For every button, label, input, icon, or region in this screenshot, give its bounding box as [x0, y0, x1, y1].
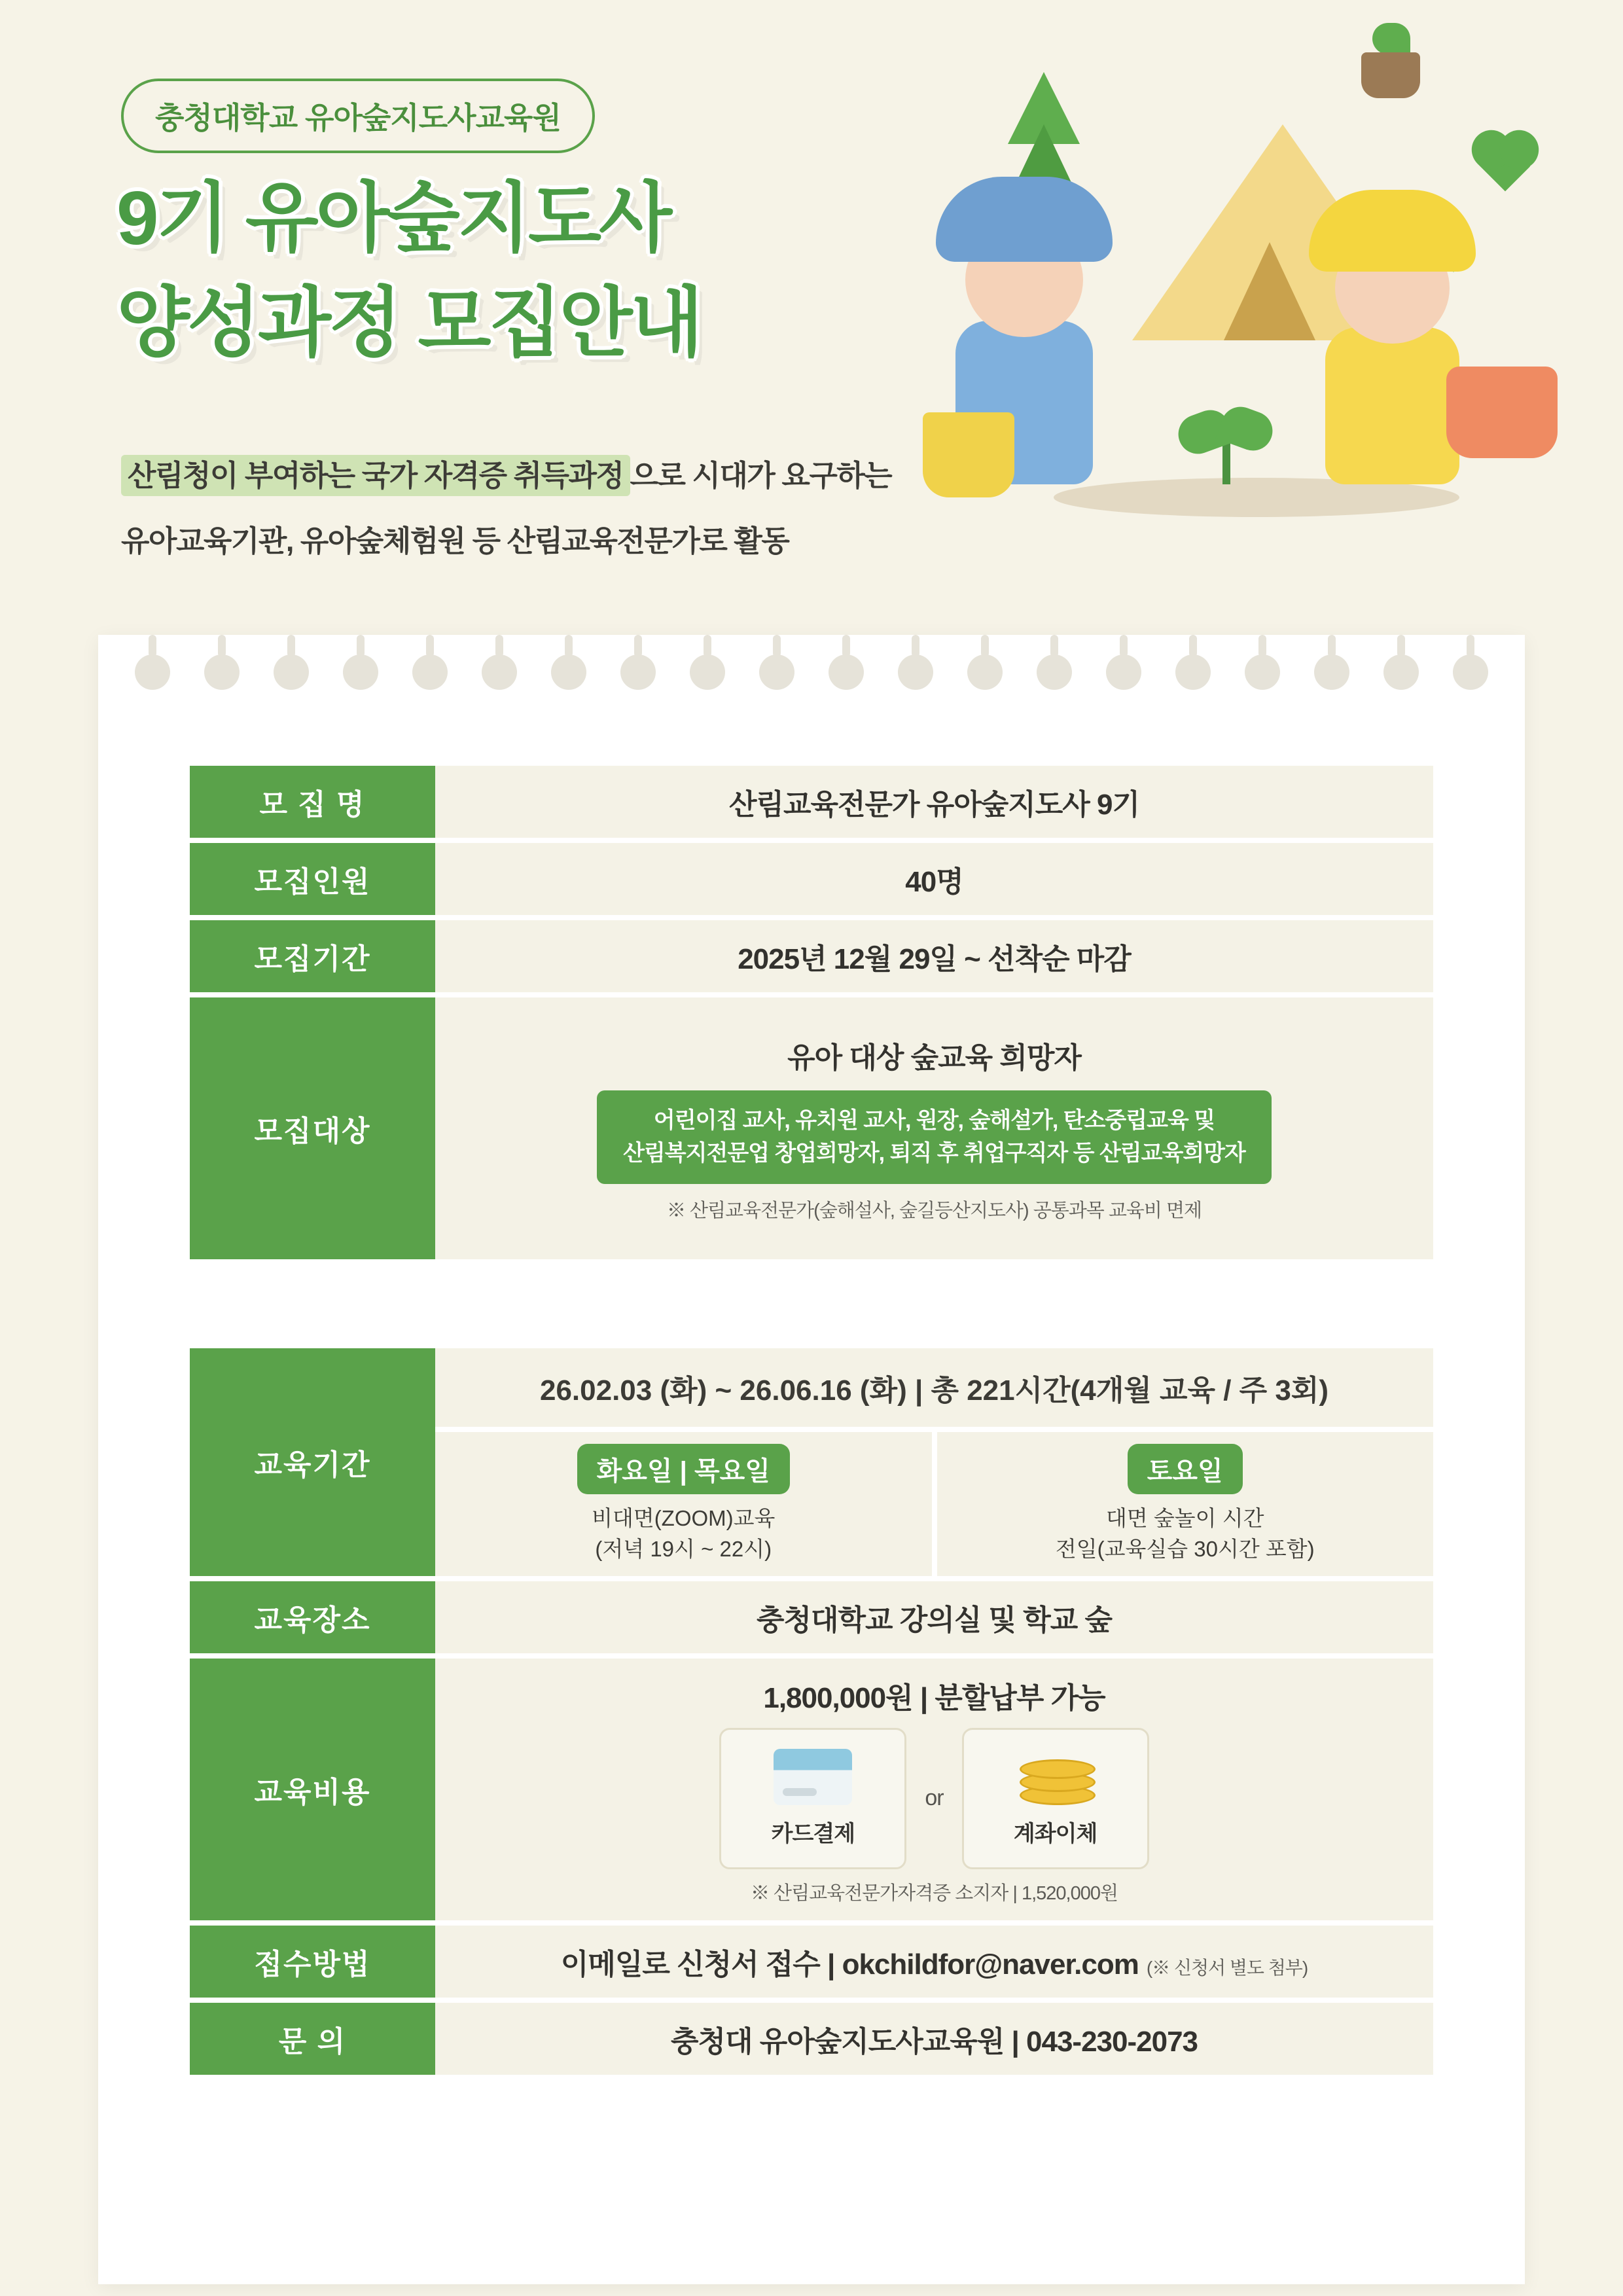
- punch-hole: [759, 655, 794, 690]
- punch-hole: [551, 655, 586, 690]
- plant-leaf-icon: [1372, 23, 1410, 54]
- coins-icon: [1020, 1749, 1092, 1805]
- course-table: [190, 1348, 1433, 2080]
- table-row-contact: [190, 2003, 1433, 2075]
- table-row-place: [190, 1581, 1433, 1653]
- row-label-period: 모집기간: [190, 920, 435, 992]
- payment-option-card-label: 카드결제: [771, 1821, 855, 1846]
- poster-header: [0, 0, 1623, 628]
- payment-option-card[interactable]: [719, 1728, 906, 1869]
- punch-holes: [98, 635, 1525, 707]
- subtitle-highlight: 산림청이 부여하는 국가 자격증 취득과정: [121, 455, 630, 496]
- payment-option-transfer-label: 계좌이체: [1013, 1821, 1097, 1846]
- education-schedule-split: [435, 1432, 1433, 1576]
- punch-hole: [1453, 655, 1488, 690]
- flower-pot-icon: [1361, 52, 1420, 98]
- sprout-icon: [1185, 393, 1270, 484]
- punch-hole: [620, 655, 656, 690]
- row-label-target: 모집대상: [190, 997, 435, 1259]
- target-detail-box: [597, 1090, 1272, 1184]
- target-detail-line2: 산림복지전문업 창업희망자, 퇴직 후 취업구직자 등 산림교육희망자: [623, 1140, 1245, 1166]
- subtitle-line2: 유아교육기관, 유아숲체험원 등 산림교육전문가로 활동: [121, 524, 789, 558]
- row-label-name: 모 집 명: [190, 766, 435, 838]
- target-detail-line1: 어린이집 교사, 유치원 교사, 원장, 숲해설가, 탄소중립교육 및: [653, 1108, 1215, 1134]
- row-label-apply: 접수방법: [190, 1926, 435, 1998]
- schedule-weekday-line1: 비대면(ZOOM)교육: [592, 1506, 776, 1531]
- row-label-cost: 교육비용: [190, 1659, 435, 1920]
- punch-hole: [482, 655, 517, 690]
- watering-can-icon: [1446, 367, 1558, 458]
- payment-option-transfer[interactable]: [962, 1728, 1149, 1869]
- apply-email-text[interactable]: 이메일로 신청서 접수 | okchildfor@naver.com: [560, 1948, 1139, 1981]
- punch-hole: [690, 655, 725, 690]
- payment-options: [719, 1728, 1149, 1869]
- punch-hole: [898, 655, 933, 690]
- punch-hole: [829, 655, 864, 690]
- row-label-headcount: 모집인원: [190, 843, 435, 915]
- girl-hat: [1309, 190, 1476, 272]
- schedule-saturday: [932, 1432, 1434, 1576]
- subtitle-rest: 으로 시대가 요구하는: [630, 459, 892, 492]
- row-value-cost: [435, 1659, 1433, 1920]
- bucket-icon: [923, 412, 1014, 497]
- row-value-period: 2025년 12월 29일 ~ 선착순 마감: [435, 920, 1433, 992]
- target-headline: 유아 대상 숲교육 희망자: [787, 1042, 1081, 1075]
- cost-headline: 1,800,000원 | 분할납부 가능: [763, 1681, 1105, 1714]
- row-value-place: 충청대학교 강의실 및 학교 숲: [435, 1581, 1433, 1653]
- table-row: [190, 843, 1433, 915]
- schedule-weekday-pill: 화요일 | 목요일: [577, 1444, 790, 1494]
- row-value-education-period: [435, 1348, 1433, 1576]
- row-value-apply: [435, 1926, 1433, 1998]
- row-label-place: 교육장소: [190, 1581, 435, 1653]
- boy-hat: [936, 177, 1113, 262]
- punch-hole: [412, 655, 448, 690]
- credit-card-icon: [774, 1749, 852, 1805]
- punch-hole: [1175, 655, 1211, 690]
- tent-door-icon: [1224, 242, 1315, 340]
- illustration: [857, 26, 1544, 602]
- punch-hole: [204, 655, 240, 690]
- cost-note: ※ 산림교육전문가자격증 소지자 | 1,520,000원: [751, 1882, 1118, 1904]
- institution-badge: 충청대학교 유아숲지도사교육원: [121, 79, 595, 153]
- table-row: [190, 920, 1433, 992]
- punch-hole: [343, 655, 378, 690]
- page-title-line2: 양성과정 모집안내: [116, 280, 701, 365]
- table-row-cost: [190, 1659, 1433, 1920]
- payment-or-label: or: [925, 1785, 944, 1810]
- row-label-contact: 문 의: [190, 2003, 435, 2075]
- punch-hole: [1106, 655, 1141, 690]
- punch-hole: [135, 655, 170, 690]
- table-row-apply: [190, 1926, 1433, 1998]
- row-label-education-period: 교육기간: [190, 1348, 435, 1576]
- punch-hole: [1037, 655, 1072, 690]
- table-row-target: [190, 997, 1433, 1259]
- table-row-education-period: [190, 1348, 1433, 1576]
- schedule-saturday-line2: 전일(교육실습 30시간 포함): [1055, 1536, 1315, 1561]
- recruitment-table: [190, 766, 1433, 1265]
- row-value-headcount: 40명: [435, 843, 1433, 915]
- page-title-line1: 9기 유아숲지도사: [116, 175, 670, 260]
- schedule-weekday-line2: (저녁 19시 ~ 22시): [595, 1536, 772, 1561]
- schedule-saturday-line1: 대면 숲놀이 시간: [1106, 1506, 1264, 1531]
- row-value-name: 산림교육전문가 유아숲지도사 9기: [435, 766, 1433, 838]
- punch-hole: [274, 655, 309, 690]
- punch-hole: [967, 655, 1003, 690]
- apply-note: (※ 신청서 별도 첨부): [1146, 1958, 1308, 1978]
- punch-hole: [1383, 655, 1419, 690]
- table-row: [190, 766, 1433, 838]
- subtitle-line1: [121, 452, 891, 494]
- schedule-saturday-pill: 토요일: [1128, 1444, 1243, 1494]
- punch-hole: [1314, 655, 1349, 690]
- row-value-target: [435, 997, 1433, 1259]
- row-value-contact: 충청대 유아숲지도사교육원 | 043-230-2073: [435, 2003, 1433, 2075]
- punch-hole: [1245, 655, 1280, 690]
- heart-icon: [1478, 136, 1533, 192]
- girl-body: [1325, 327, 1459, 484]
- target-note: ※ 산림교육전문가(숲해설사, 숲길등산지도사) 공통과목 교육비 면제: [666, 1200, 1202, 1221]
- education-period-summary: 26.02.03 (화) ~ 26.06.16 (화) | 총 221시간(4개월 교육 / 주 3회): [435, 1348, 1433, 1432]
- schedule-weekday: [435, 1432, 932, 1576]
- info-sheet: [98, 635, 1525, 2284]
